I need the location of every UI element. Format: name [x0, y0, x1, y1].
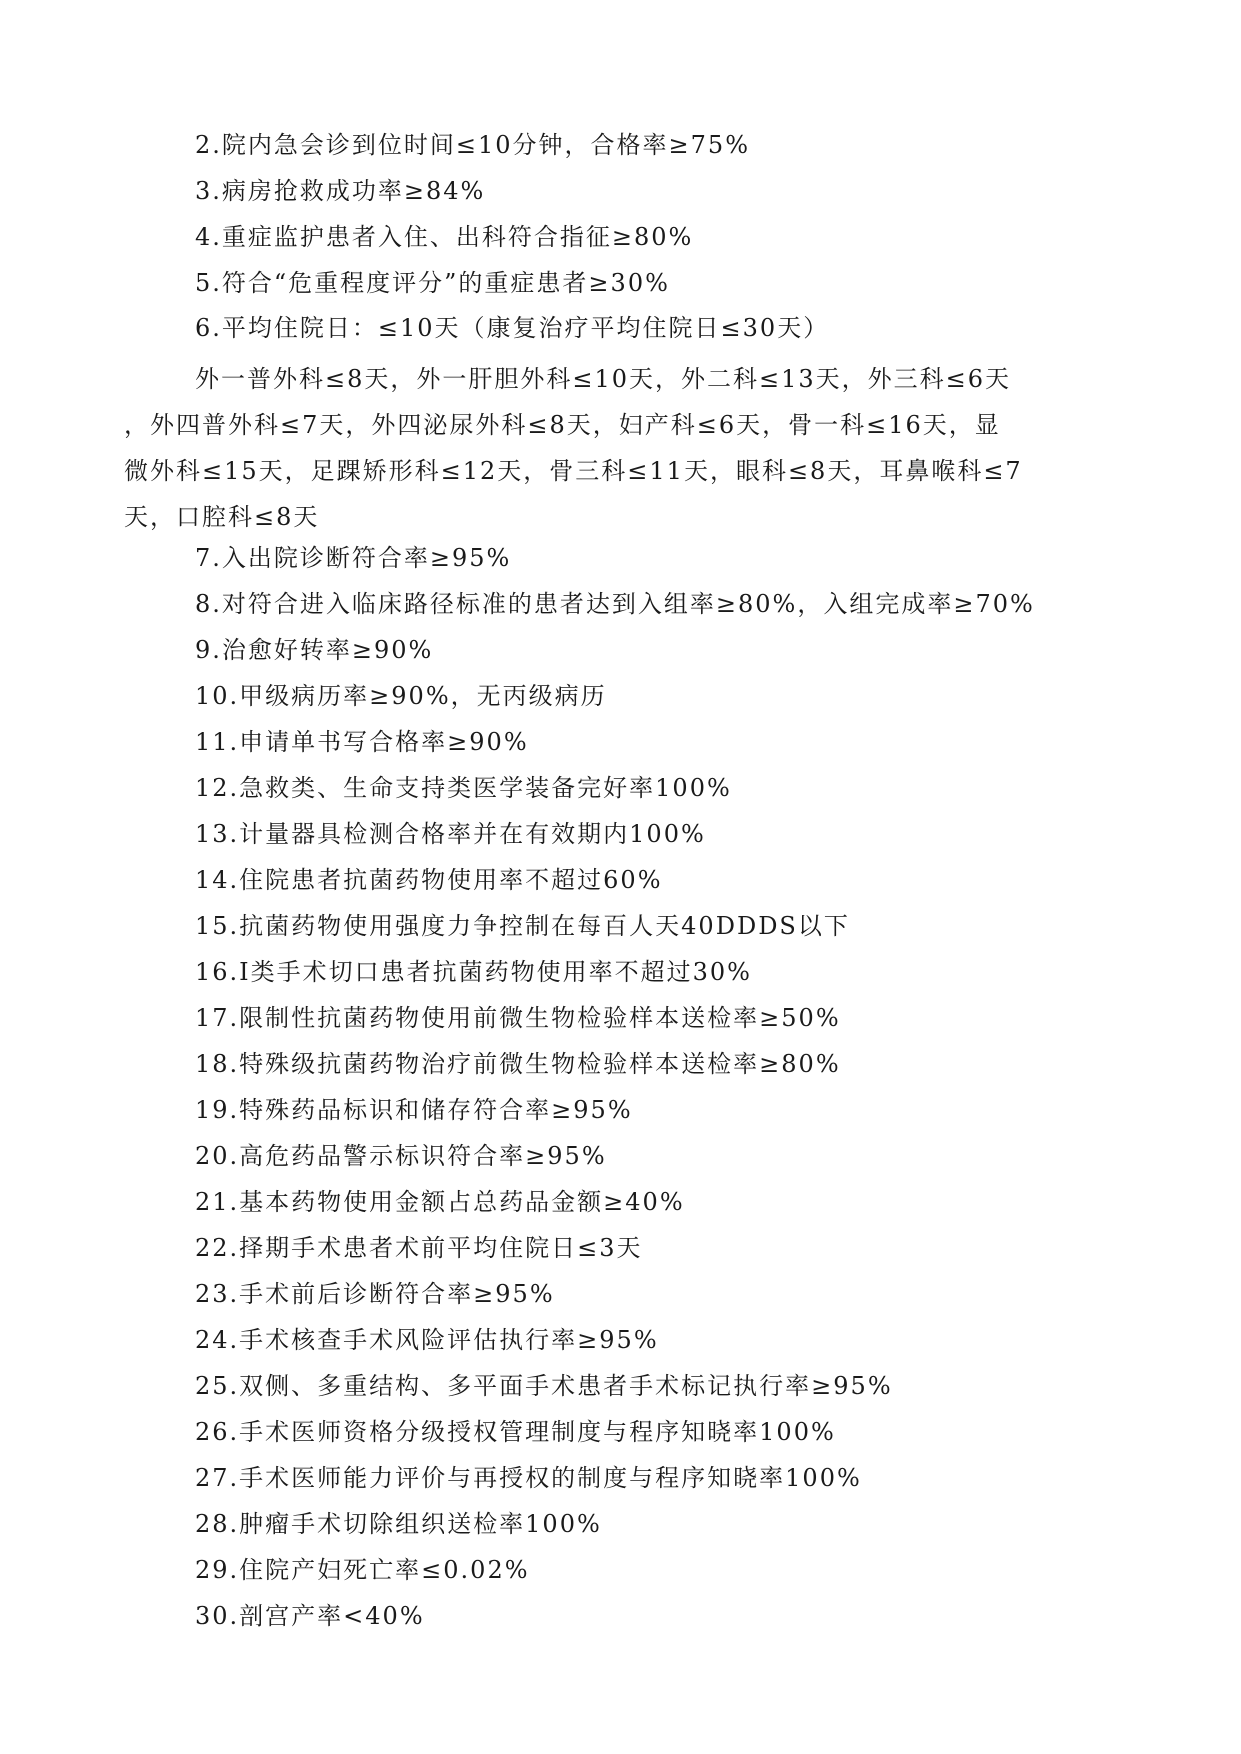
- list-item: 20.高危药品警示标识符合率≥95%: [195, 1142, 607, 1170]
- list-item: 10.甲级病历率≥90%，无丙级病历: [195, 682, 607, 710]
- list-item: 9.治愈好转率≥90%: [195, 636, 434, 664]
- paragraph-line: 天，口腔科≤8天: [124, 503, 320, 531]
- list-item: 24.手术核查手术风险评估执行率≥95%: [195, 1326, 659, 1354]
- list-item: 30.剖宫产率<40%: [195, 1602, 425, 1630]
- list-item: 7.入出院诊断符合率≥95%: [195, 544, 512, 572]
- list-item: 28.肿瘤手术切除组织送检率100%: [195, 1510, 602, 1538]
- list-item: 22.择期手术患者术前平均住院日≤3天: [195, 1234, 643, 1262]
- list-item: 23.手术前后诊断符合率≥95%: [195, 1280, 555, 1308]
- list-item: 14.住院患者抗菌药物使用率不超过60%: [195, 866, 663, 894]
- list-item: 8.对符合进入临床路径标准的患者达到入组率≥80%，入组完成率≥70%: [195, 590, 1035, 618]
- list-item: 5.符合“危重程度评分”的重症患者≥30%: [195, 269, 670, 297]
- list-item: 2.院内急会诊到位时间≤10分钟，合格率≥75%: [195, 131, 750, 159]
- list-item: 11.申请单书写合格率≥90%: [195, 728, 529, 756]
- list-item: 6.平均住院日：≤10天（康复治疗平均住院日≤30天）: [195, 314, 830, 342]
- paragraph-line: 外一普外科≤8天，外一肝胆外科≤10天，外二科≤13天，外三科≤6天: [195, 365, 1012, 393]
- list-item: 16.I类手术切口患者抗菌药物使用率不超过30%: [195, 958, 752, 986]
- list-item: 4.重症监护患者入住、出科符合指征≥80%: [195, 223, 694, 251]
- list-item: 19.特殊药品标识和储存符合率≥95%: [195, 1096, 633, 1124]
- list-item: 26.手术医师资格分级授权管理制度与程序知晓率100%: [195, 1418, 836, 1446]
- paragraph-line: 微外科≤15天，足踝矫形科≤12天，骨三科≤11天，眼科≤8天，耳鼻喉科≤7: [124, 457, 1023, 485]
- list-item: 27.手术医师能力评价与再授权的制度与程序知晓率100%: [195, 1464, 862, 1492]
- department-stay-paragraph: [124, 356, 1114, 540]
- list-item: 3.病房抢救成功率≥84%: [195, 177, 486, 205]
- list-item: 17.限制性抗菌药物使用前微生物检验样本送检率≥50%: [195, 1004, 841, 1032]
- list-item: 29.住院产妇死亡率≤0.02%: [195, 1556, 530, 1584]
- list-item: 13.计量器具检测合格率并在有效期内100%: [195, 820, 706, 848]
- paragraph-line: ，外四普外科≤7天，外四泌尿外科≤8天，妇产科≤6天，骨一科≤16天，显: [124, 411, 1001, 439]
- list-item: 25.双侧、多重结构、多平面手术患者手术标记执行率≥95%: [195, 1372, 893, 1400]
- list-item: 18.特殊级抗菌药物治疗前微生物检验样本送检率≥80%: [195, 1050, 841, 1078]
- list-item: 15.抗菌药物使用强度力争控制在每百人天40DDDS以下: [195, 912, 850, 940]
- list-item: 12.急救类、生命支持类医学装备完好率100%: [195, 774, 732, 802]
- list-item: 21.基本药物使用金额占总药品金额≥40%: [195, 1188, 685, 1216]
